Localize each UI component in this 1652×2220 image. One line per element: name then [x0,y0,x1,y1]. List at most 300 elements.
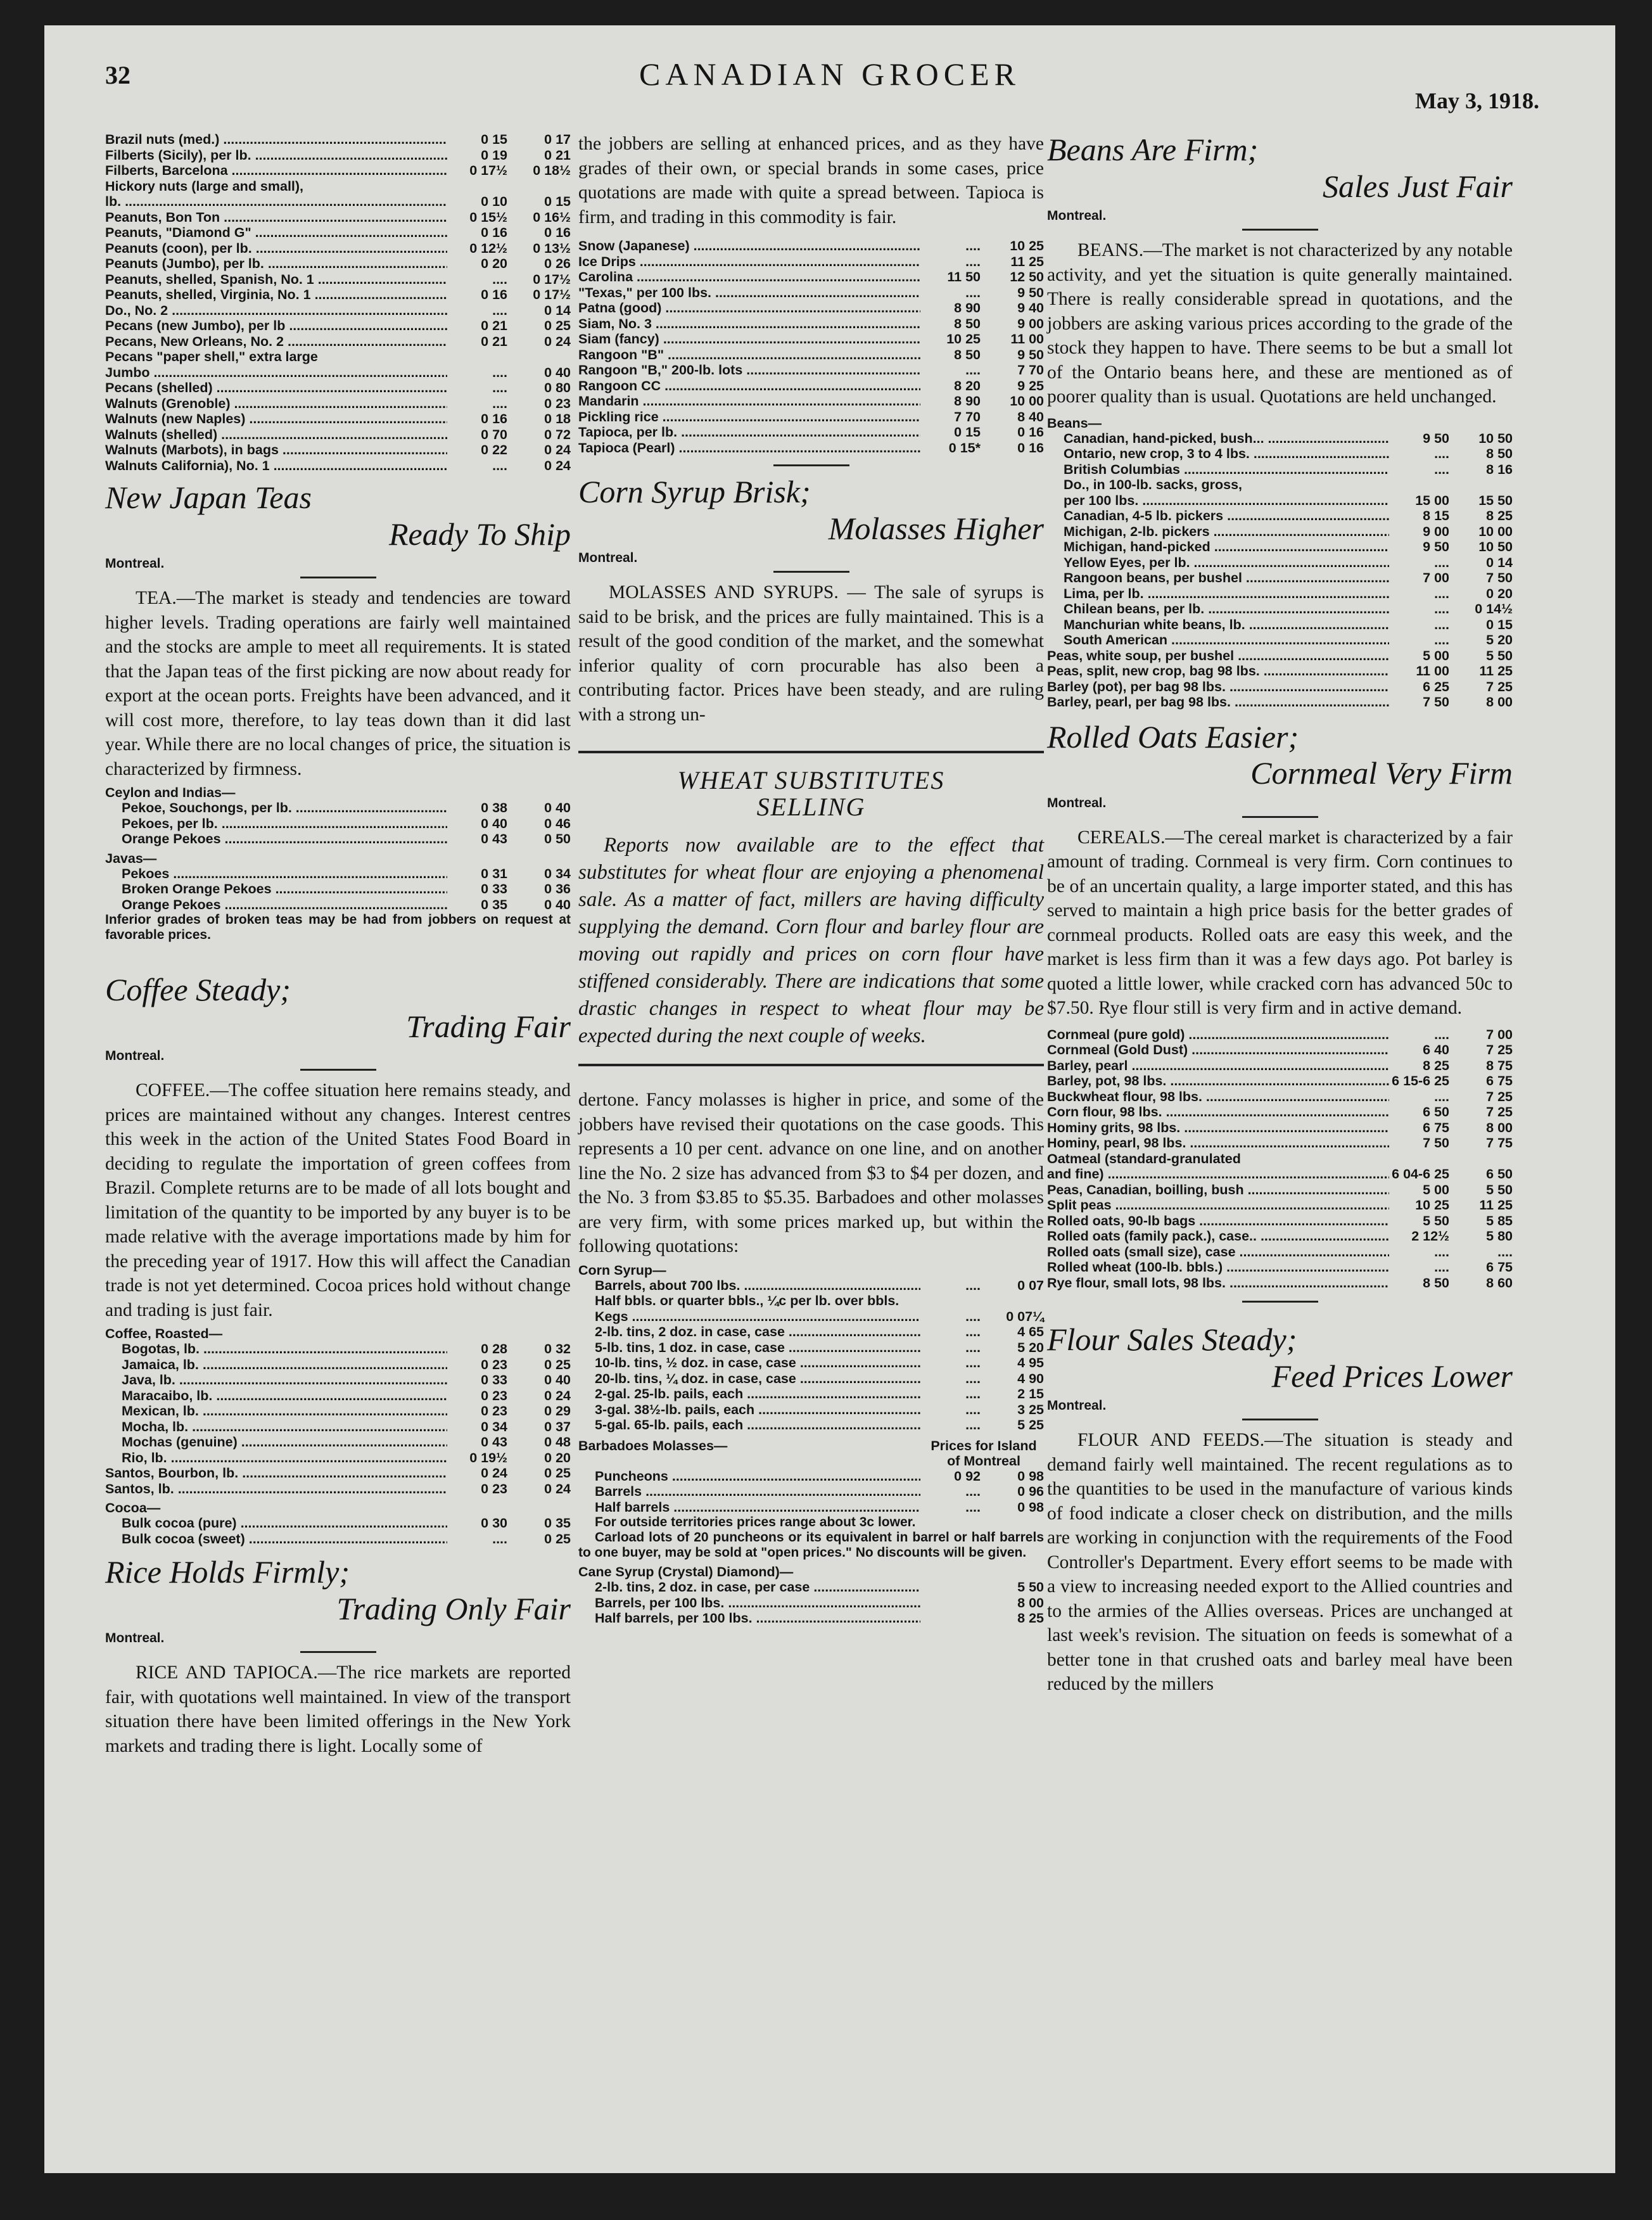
price-row [578,254,1044,270]
item-name: Do., No. 2 ..... [105,303,447,319]
price-row [1047,679,1513,695]
price-high: 0 34 [544,865,571,881]
price-high: 0 96 [1017,1484,1044,1499]
price-high: 0 25 [544,318,571,333]
price-low: .... [492,302,507,318]
cane-syrup-list [578,1579,1044,1626]
price-row [578,1371,1044,1387]
price-low: 0 10 [481,194,507,209]
item-name: Buckwheat flour, 98 lbs. ..... [1047,1089,1389,1105]
tea-article: TEA.—The market is steady and tendencies are toward higher levels. Trading operations are fairly well maintained and the stocks are ample to meet all requirements. It is stated that the Japan teas of the first picking are now about ready for export at the ocean ports. Freights have been advanced, and it will cost more, therefore, to lay teas down than it did last year. While there are no local changes of price, the situation is characterized by firmness. [105,588,571,779]
price-low: .... [492,395,507,411]
barbadoes-header: Barbadoes Molasses— Prices for Island of Montreal [578,1438,1037,1469]
item-name: Oatmeal (standard-granulated [1047,1151,1241,1166]
price-row [1047,586,1513,602]
price-high: 0 29 [544,1403,571,1419]
corn-syrup-group: Corn Syrup— [578,1262,666,1278]
item-name: Michigan, 2-lb. pickers ..... [1047,524,1389,540]
item-name: Rolled oats (family pack.), case.. ..... [1047,1228,1389,1244]
tea-ceylon-list [105,800,571,847]
item-name: Mocha, lb. ..... [105,1419,447,1435]
item-name: Puncheons ..... [578,1469,920,1484]
price-high: 0 40 [544,896,571,912]
price-high: 9 50 [1017,284,1044,300]
price-row [105,1388,571,1404]
price-low [920,1611,981,1626]
rice-dateline: Montreal. [105,1631,165,1645]
price-high: 15 50 [1478,492,1513,508]
price-low: .... [492,380,507,395]
item-name: Peanuts, shelled, Virginia, No. 1 ..... [105,287,447,303]
item-name: Walnuts California), No. 1 ..... [105,458,447,474]
item-name: Michigan, hand-picked ..... [1047,539,1389,555]
price-row [105,1341,571,1357]
price-low: .... [1434,585,1449,601]
price-low: .... [965,1339,981,1355]
price-high: 0 25 [544,1356,571,1372]
price-high: 7 25 [1486,1088,1513,1104]
tea-group-ceylon: Ceylon and Indias— [105,785,236,800]
rice-heading: Rice Holds Firmly; Trading Only Fair [105,1554,571,1626]
price-low [920,1595,981,1611]
cereals-article: CEREALS.—The cereal market is characterized by a fair amount of trading. Cornmeal is very firm. Corn continues to be of an uncertain quality, a large importer stated, and this has served to maintain a high price basis for the better grades of cornmeal products. Rolled oats are easy this week, and the market is less firm than it was a few days ago. Pot barley is quoted a little lower, while cracked corn has advanced 50c to $7.50. Rye flour still is very firm and in active demand. [1047,827,1513,1018]
price-row [105,458,571,474]
price-high: 8 25 [1486,508,1513,523]
publication-title: CANADIAN GROCER [639,56,1020,92]
price-row [105,163,571,179]
item-name: Bulk cocoa (sweet) ..... [105,1531,447,1547]
price-high: 0 46 [544,815,571,831]
tea-group-javas: Javas— [105,850,157,866]
item-name: Ice Drips ..... [578,254,920,270]
price-low: 0 43 [481,831,507,846]
price-low: 6 25 [1423,679,1449,694]
item-name: Rio, lb. ..... [105,1450,447,1466]
item-name: Jumbo ..... [105,365,447,381]
price-low: .... [965,1324,981,1339]
price-high: 0 15 [544,194,571,209]
price-high: 0 16 [544,225,571,240]
item-name: Ontario, new crop, 3 to 4 lbs. ..... [1047,446,1389,462]
price-high: 0 25 [544,1531,571,1547]
price-low: 10 25 [1415,1197,1449,1213]
price-low [447,179,507,195]
price-low: .... [965,1355,981,1370]
item-name: 20-lb. tins, ¼ doz. in case, case ..... [578,1371,920,1387]
price-low: 0 19½ [469,1450,507,1465]
item-name: Mochas (genuine) ..... [105,1434,447,1450]
price-low: .... [1434,632,1449,648]
item-name: Orange Pekoes ..... [105,897,447,913]
price-high: 3 25 [1017,1401,1044,1417]
price-low: 0 16 [481,411,507,426]
price-row [578,362,1044,378]
price-low: .... [965,362,981,378]
price-low: .... [492,1531,507,1547]
price-low: 10 25 [946,331,981,347]
price-high: 5 50 [1486,1182,1513,1197]
column-right [1047,132,1513,1697]
price-low: 5 00 [1423,1182,1449,1197]
cane-syrup-group: Cane Syrup (Crystal) Diamond)— [578,1564,794,1579]
price-low: 0 33 [481,1372,507,1388]
price-high: 9 25 [1017,378,1044,393]
price-row [1047,1027,1513,1043]
item-name: Hominy grits, 98 lbs. ..... [1047,1120,1389,1136]
price-low: 0 21 [481,333,507,349]
flour-dateline: Montreal. [1047,1398,1107,1413]
price-low: 11 00 [1416,663,1449,679]
box-bottom-rule [578,1064,1044,1066]
item-name: Santos, Bourbon, lb. ..... [105,1465,447,1481]
item-name: Pecans, New Orleans, No. 2 ..... [105,334,447,350]
peas-barley-list [1047,648,1513,710]
price-high [1449,477,1513,493]
wheat-substitutes-box [578,761,1044,1056]
price-low: .... [965,1401,981,1417]
price-high: 0 48 [544,1434,571,1450]
item-name: Do., in 100-lb. sacks, gross, [1064,477,1242,492]
page [44,25,1615,2173]
price-high: 0 14 [544,302,571,318]
price-low: 9 50 [1423,539,1449,554]
beans-article: BEANS.—The market is not characterized by any notable activity, and yet the situation is quite generally maintained. There is really considerable spread in quotations, and the jobbers are asking various prices according to the grade of the stock they happen to have. There seems to be but a small lot of the Ontario beans here, and these are mentioned as of poorer quality than is usual. Quotations are held unchanged. [1047,240,1513,407]
price-low: 6 50 [1423,1104,1449,1120]
price-row [1047,1260,1513,1275]
price-row [1047,1228,1513,1244]
price-low: .... [1434,1244,1449,1260]
price-high: 0 07 [1017,1277,1044,1293]
item-name: Santos, lb. ..... [105,1481,447,1497]
item-name: Peas, split, new crop, bag 98 lbs. ..... [1047,663,1389,679]
item-name: Rolled wheat (100-lb. bbls.) ..... [1047,1260,1389,1275]
price-row [105,897,571,913]
price-high: 5 25 [1017,1417,1044,1432]
price-row [105,1481,571,1497]
price-high: 0 16 [1017,424,1044,440]
divider [773,464,849,466]
price-high: 0 14½ [1475,601,1513,616]
price-row [578,440,1044,456]
flour-heading: Flour Sales Steady; Feed Prices Lower [1047,1322,1513,1394]
price-high: 8 16 [1486,461,1513,477]
item-name: Pekoe, Souchongs, per lb. ..... [105,800,447,816]
item-name: Siam, No. 3 ..... [578,316,920,332]
price-row [1047,1058,1513,1074]
price-row [578,1484,1044,1500]
price-row [105,1372,571,1388]
item-name: Barrels, per 100 lbs. ..... [578,1595,920,1611]
cocoa-group: Cocoa— [105,1500,161,1515]
item-name: Mandarin ..... [578,393,920,409]
price-high: 0 24 [544,1388,571,1403]
price-high: 0 24 [544,457,571,473]
price-high: 5 85 [1486,1213,1513,1228]
price-low: 7 70 [954,409,981,424]
item-name: Half barrels ..... [578,1500,920,1515]
item-name: Walnuts (Marbots), in bags ..... [105,442,447,458]
price-row [105,1515,571,1531]
price-row [578,1579,1044,1595]
price-low: .... [492,364,507,380]
price-row [578,238,1044,254]
corn-syrup-list [578,1278,1044,1433]
divider [300,577,376,578]
price-low: 0 43 [481,1434,507,1450]
price-row [578,1500,1044,1515]
price-low: 11 50 [947,269,981,284]
price-low: 0 35 [481,896,507,912]
item-name: Filberts, Barcelona ..... [105,163,447,179]
price-low: .... [1434,1260,1449,1275]
price-row [105,816,571,832]
price-high: 0 17 [544,132,571,147]
flour-article: FLOUR AND FEEDS.—The situation is steady and demand fairly well maintained. The recent regulations as to the quantities to be used in the manufacture of various kinds of food indicate a closer check on distribution, and the mills are working in conjunction with the requirements of the Food Controller's Department. Every effort seems to be made with a view to increasing needed export to the Allied countries and to the armies of the Allies overseas. Prices are unchanged at last week's revision. The situation on feeds is somewhat of a better tone in that crushed oats and barley meal have been reduced by the millers [1047,1430,1513,1694]
syrup-article: MOLASSES AND SYRUPS. — The sale of syrups is said to be brisk, and the prices are fully maintained. This is a result of the good condition of the market, and the somewhat inferior quality of corn procurable has also been a contributing factor. Prices have been steady, and are ruling with a strong un- [578,582,1044,725]
price-row [1047,1275,1513,1291]
price-high: 8 00 [1486,1120,1513,1135]
price-low: 0 16 [481,225,507,240]
price-high: 5 20 [1486,632,1513,648]
price-low: 8 50 [1423,1275,1449,1291]
price-high: 0 17½ [533,271,571,287]
price-high: 6 75 [1486,1073,1513,1088]
price-high: 7 00 [1486,1026,1513,1042]
item-name: Hominy, pearl, 98 lbs. ..... [1047,1135,1389,1151]
item-name: British Columbias ..... [1047,462,1389,478]
price-row [105,349,571,365]
price-high: 0 26 [544,256,571,271]
price-low: .... [1434,1088,1449,1104]
price-row [1047,601,1513,617]
price-high [1449,1151,1513,1167]
price-row [1047,1166,1513,1182]
price-low: .... [965,1499,981,1515]
item-name: Chilean beans, per lb. ..... [1047,601,1389,617]
price-high: 10 50 [1478,430,1513,446]
price-high: 0 24 [544,442,571,457]
syrup-note-carload: Carload lots of 20 puncheons or its equivalent in barrel or half barrels to one buyer, may be sold at "open prices." No discounts will be given. [578,1530,1044,1560]
price-row [1047,493,1513,509]
item-name: Half barrels, per 100 lbs. ..... [578,1611,920,1626]
price-high: 4 65 [1017,1324,1044,1339]
item-name: Manchurian white beans, lb. ..... [1047,617,1389,633]
price-row [105,303,571,319]
item-name: Pecans "paper shell," extra large [105,349,318,364]
price-low: .... [965,1308,981,1324]
divider [773,571,849,573]
price-row [105,225,571,241]
price-row [105,1419,571,1435]
item-name: South American ..... [1047,632,1389,648]
item-name: Rangoon CC ..... [578,378,920,394]
price-row [105,831,571,847]
item-name: Walnuts (Grenoble) ..... [105,396,447,412]
price-low: 0 92 [954,1468,981,1484]
item-name: Rangoon beans, per bushel ..... [1047,570,1389,586]
price-low: 0 23 [481,1388,507,1403]
price-high: 0 16 [1017,440,1044,456]
price-row [1047,617,1513,633]
price-low: 0 24 [481,1465,507,1481]
price-row [1047,570,1513,586]
price-high: 8 00 [1486,694,1513,710]
item-name: Peanuts, "Diamond G" ..... [105,225,447,241]
price-row [1047,462,1513,478]
item-name: Lima, per lb. ..... [1047,586,1389,602]
price-low: 0 21 [481,318,507,333]
item-name: 5-gal. 65-lb. pails, each ..... [578,1417,920,1433]
price-low: 2 12½ [1411,1228,1449,1244]
price-row [105,1403,571,1419]
price-high: 0 23 [544,395,571,411]
price-row [105,287,571,303]
price-row [105,396,571,412]
beans-dateline: Montreal. [1047,208,1107,223]
price-high: 0 20 [544,1450,571,1465]
price-row [1047,1104,1513,1120]
price-high: 5 50 [1486,648,1513,663]
coffee-dateline: Montreal. [105,1049,165,1063]
price-low: 6 04-6 25 [1392,1166,1449,1182]
price-high: 0 36 [544,881,571,896]
price-low: 9 00 [1423,523,1449,539]
price-high: 11 25 [1479,663,1513,679]
price-high: 0 35 [544,1515,571,1531]
item-name: Rolled oats, 90-lb bags ..... [1047,1213,1389,1229]
item-name: Barrels ..... [578,1484,920,1500]
beans-heading: Beans Are Firm; Sales Just Fair [1047,132,1513,204]
price-row [578,378,1044,394]
item-name: Bogotas, lb. ..... [105,1341,447,1357]
price-row [1047,1089,1513,1105]
price-low: .... [965,253,981,269]
price-row [105,194,571,210]
price-low: 15 00 [1415,492,1449,508]
cereals-heading: Rolled Oats Easier; Cornmeal Very Firm [1047,718,1513,791]
item-name: Half bbls. or quarter bbls., ¼c per lb. over bbls. [595,1293,899,1308]
price-high: 0 18 [544,411,571,426]
item-name: Carolina ..... [578,269,920,285]
nuts-price-list [105,132,571,473]
price-row [578,1355,1044,1371]
price-low [920,1579,981,1595]
price-low: .... [965,284,981,300]
price-low: 7 50 [1423,1135,1449,1151]
item-name: Siam (fancy) ..... [578,331,920,347]
item-name: lb. ..... [105,194,447,210]
price-high: 11 00 [1010,331,1044,347]
price-row [1047,1213,1513,1229]
item-name: per 100 lbs. ..... [1047,493,1389,509]
price-high: 8 50 [1486,446,1513,461]
price-high: 7 70 [1017,362,1044,378]
price-high: 0 80 [544,380,571,395]
item-name: Brazil nuts (med.) ..... [105,132,447,148]
coffee-santos-list [105,1465,571,1496]
beans-list [1047,431,1513,648]
price-low [920,1293,981,1309]
price-high: 11 25 [1479,1197,1513,1213]
item-name: Kegs ..... [578,1309,920,1325]
price-high: 9 50 [1017,347,1044,362]
price-high: 8 25 [1017,1611,1044,1626]
price-row [578,285,1044,301]
price-low: 0 23 [481,1403,507,1419]
price-low: 7 00 [1423,570,1449,585]
item-name: Peas, white soup, per bushel ..... [1047,648,1389,664]
wheat-box-text: Reports now available are to the effect that substitutes for wheat flour are enjoying a phenomenal sale. As a matter of fact, millers are having difficulty supplying the demand. Corn flour and barley flour are moving out rapidly and prices on corn flour have stiffened considerably. There are indications that some drastic changes in respect to wheat flour may be expected during the next couple of weeks. [578,834,1044,1047]
item-name: Corn flour, 98 lbs. ..... [1047,1104,1389,1120]
price-row [578,269,1044,285]
price-high: 7 25 [1486,679,1513,694]
price-row [1047,648,1513,664]
price-high: 0 14 [1486,554,1513,570]
item-name: Bulk cocoa (pure) ..... [105,1515,447,1531]
item-name: "Texas," per 100 lbs. ..... [578,285,920,301]
tea-dateline: Montreal. [105,556,165,571]
price-row [105,179,571,195]
price-row [1047,477,1513,493]
price-row [1047,1042,1513,1058]
price-row [1047,508,1513,524]
beans-group: Beans— [1047,415,1102,431]
price-high [507,349,571,365]
price-low: .... [1434,601,1449,616]
price-row [578,393,1044,409]
price-row [578,1340,1044,1356]
price-low: 8 90 [954,393,981,409]
divider [1242,1301,1318,1303]
divider [300,1069,376,1071]
barbadoes-list [578,1469,1044,1515]
price-low: 8 50 [954,316,981,331]
price-row [578,316,1044,332]
item-name: Pecans (new Jumbo), per lb ..... [105,318,447,334]
price-row [1047,431,1513,447]
price-high: 0 40 [544,364,571,380]
price-row [1047,1182,1513,1198]
item-name: Java, lb. ..... [105,1372,447,1388]
item-name: Pekoes, per lb. ..... [105,816,447,832]
item-name: Maracaibo, lb. ..... [105,1388,447,1404]
coffee-group-roasted: Coffee, Roasted— [105,1326,223,1341]
price-row [578,1309,1044,1325]
price-low: 0 15½ [469,209,507,225]
price-low: 0 28 [481,1341,507,1356]
price-row [105,411,571,427]
item-name: 10-lb. tins, ½ doz. in case, case ..... [578,1355,920,1371]
column-middle [578,132,1044,1626]
price-low: .... [965,1277,981,1293]
price-high: 9 40 [1017,300,1044,316]
price-low: 0 34 [481,1419,507,1434]
price-row [105,427,571,443]
price-row [105,1434,571,1450]
price-row [578,1611,1044,1626]
item-name: Pekoes ..... [105,866,447,882]
price-row [1047,1135,1513,1151]
price-low: 0 70 [481,426,507,442]
price-row [1047,539,1513,555]
price-high: 0 16½ [533,209,571,225]
price-low: 8 50 [954,347,981,362]
item-name: Peanuts (coon), per lb. ..... [105,241,447,257]
price-low: 8 20 [954,378,981,393]
item-name: Snow (Japanese) ..... [578,238,920,254]
item-name: Hickory nuts (large and small), [105,178,304,194]
price-row [578,1402,1044,1418]
